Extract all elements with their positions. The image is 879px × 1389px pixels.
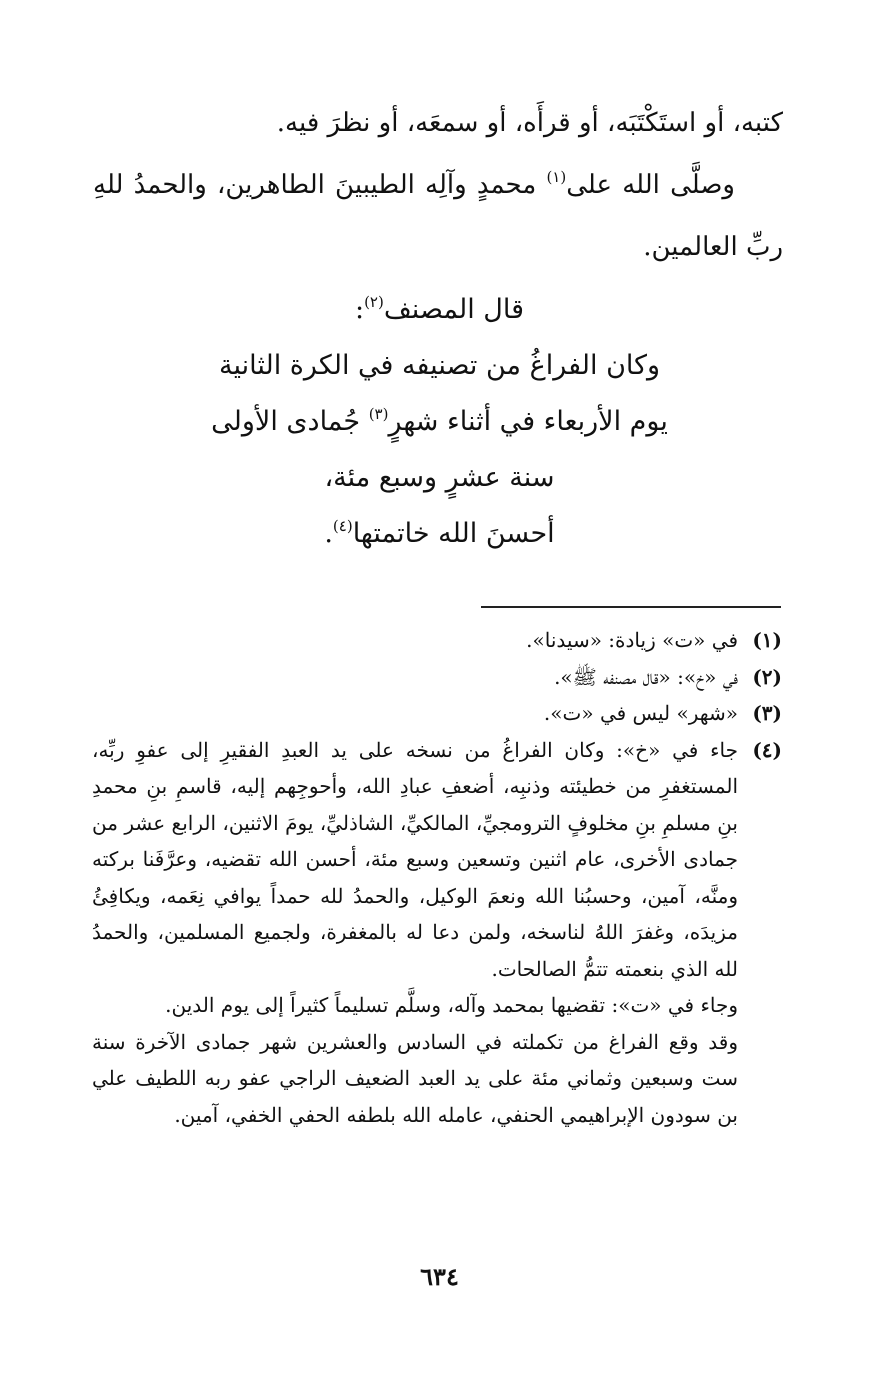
footnote-number: (٤): [752, 737, 782, 762]
footnote-number: (٢): [752, 664, 782, 689]
colophon-line-1: [96, 282, 783, 338]
footnote-ref-1[interactable]: (١): [546, 168, 567, 186]
footnote-ref-4[interactable]: (٤): [332, 517, 353, 535]
date-day-text: يوم الأربعاء في أثناء شهرٍ: [388, 406, 668, 437]
footnote-number: (٣): [752, 701, 782, 725]
colon-text: :: [354, 294, 365, 325]
footnote-ref-3[interactable]: (٣): [368, 405, 389, 423]
footnote-ref-2[interactable]: (٢): [364, 293, 384, 311]
footnote-text: في «ت» زيادة: «سيدنا».: [526, 628, 738, 652]
footnote-4: [92, 732, 782, 1134]
footnote-divider: [481, 606, 781, 608]
author-says-text: قال المصنف: [383, 294, 525, 325]
main-line-1: كتبه، أو استَكْتَبَه، أو قرأَه، أو سمعَه، أو نظرَ فيه.: [276, 108, 783, 138]
final-period: .: [324, 518, 333, 549]
colophon: [96, 282, 783, 562]
footnotes: [92, 622, 782, 1133]
footnote-number: (١): [752, 628, 782, 652]
colophon-line-3: [96, 394, 783, 450]
footnote-text: في «خ»: «قال مصنفه ﷺ».: [554, 664, 738, 689]
footnote-paragraph-completion: وقد وقع الفراغ من تكملته في السادس والعشرين شهر جمادى الآخرة سنة ست وسبعين وثماني مئة على يد العبد الضعيف الراجي عفو ربه اللطيف علي بن سودون الإبراهيمي الحنفي، عامله الله بلطفه الحفي الخفي، آمين.: [92, 1029, 738, 1127]
blessing-text-start: وصلَّى الله على: [566, 170, 735, 200]
footnote-1: [92, 622, 782, 659]
closing-prayer-text: أحسنَ الله خاتمتها: [352, 518, 555, 549]
colophon-line-2: وكان الفراغُ من تصنيفه في الكرة الثانية: [218, 350, 661, 381]
footnote-3: [92, 695, 782, 732]
footnote-paragraph-t: وجاء في «ت»: تقضيها بمحمد وآله، وسلَّم تسليماً كثيراً إلى يوم الدين.: [165, 993, 738, 1017]
footnote-paragraph-kh: جاء في «خ»: وكان الفراغُ من نسخه على يد العبدِ الفقيرِ إلى عفوِ ربِّه، المستغفرِ من خطيئته وذنبِه، أضعفِ عبادِ الله، وأحوجِهم إليه، قاسمِ بنِ محمدِ بنِ مسلمِ بنِ مخلوفٍ الترومجيِّ، المالكيِّ، الشاذليِّ، يومَ الاثنين، الرابع عشر من جمادى الأخرى، عام اثنين وتسعين وسبع مئة، أحسن الله تقضيه، وعرَّفَنا بركته ومنَّه، آمين، وحسبُنا الله ونعمَ الوكيل، والحمدُ لله حمداً يوافي نِعَمه، ويكافِئُ مزيدَه، وغفرَ اللهُ لناسخه، ولمن دعا له بالمغفرة، ولجميع المسلمين، والحمدُ لله الذي بنعمته تتمُّ الصالحات.: [92, 737, 738, 981]
main-text: [93, 92, 783, 278]
footnote-2: [92, 659, 782, 696]
page-number: ٦٣٤: [420, 1262, 459, 1291]
colophon-line-5: [96, 506, 783, 562]
footnote-text: «شهر» ليس في «ت».: [543, 701, 738, 725]
blessing-paragraph: [93, 154, 783, 278]
date-month-text: جُمادى الأولى: [211, 406, 369, 437]
blessing-text-end: محمدٍ وآلِه الطيبينَ الطاهرين، والحمدُ للهِ ربِّ العالمين.: [93, 170, 783, 262]
colophon-line-4: سنة عشرٍ وسبع مئة،: [324, 462, 555, 493]
footnote-text: [92, 732, 738, 1134]
